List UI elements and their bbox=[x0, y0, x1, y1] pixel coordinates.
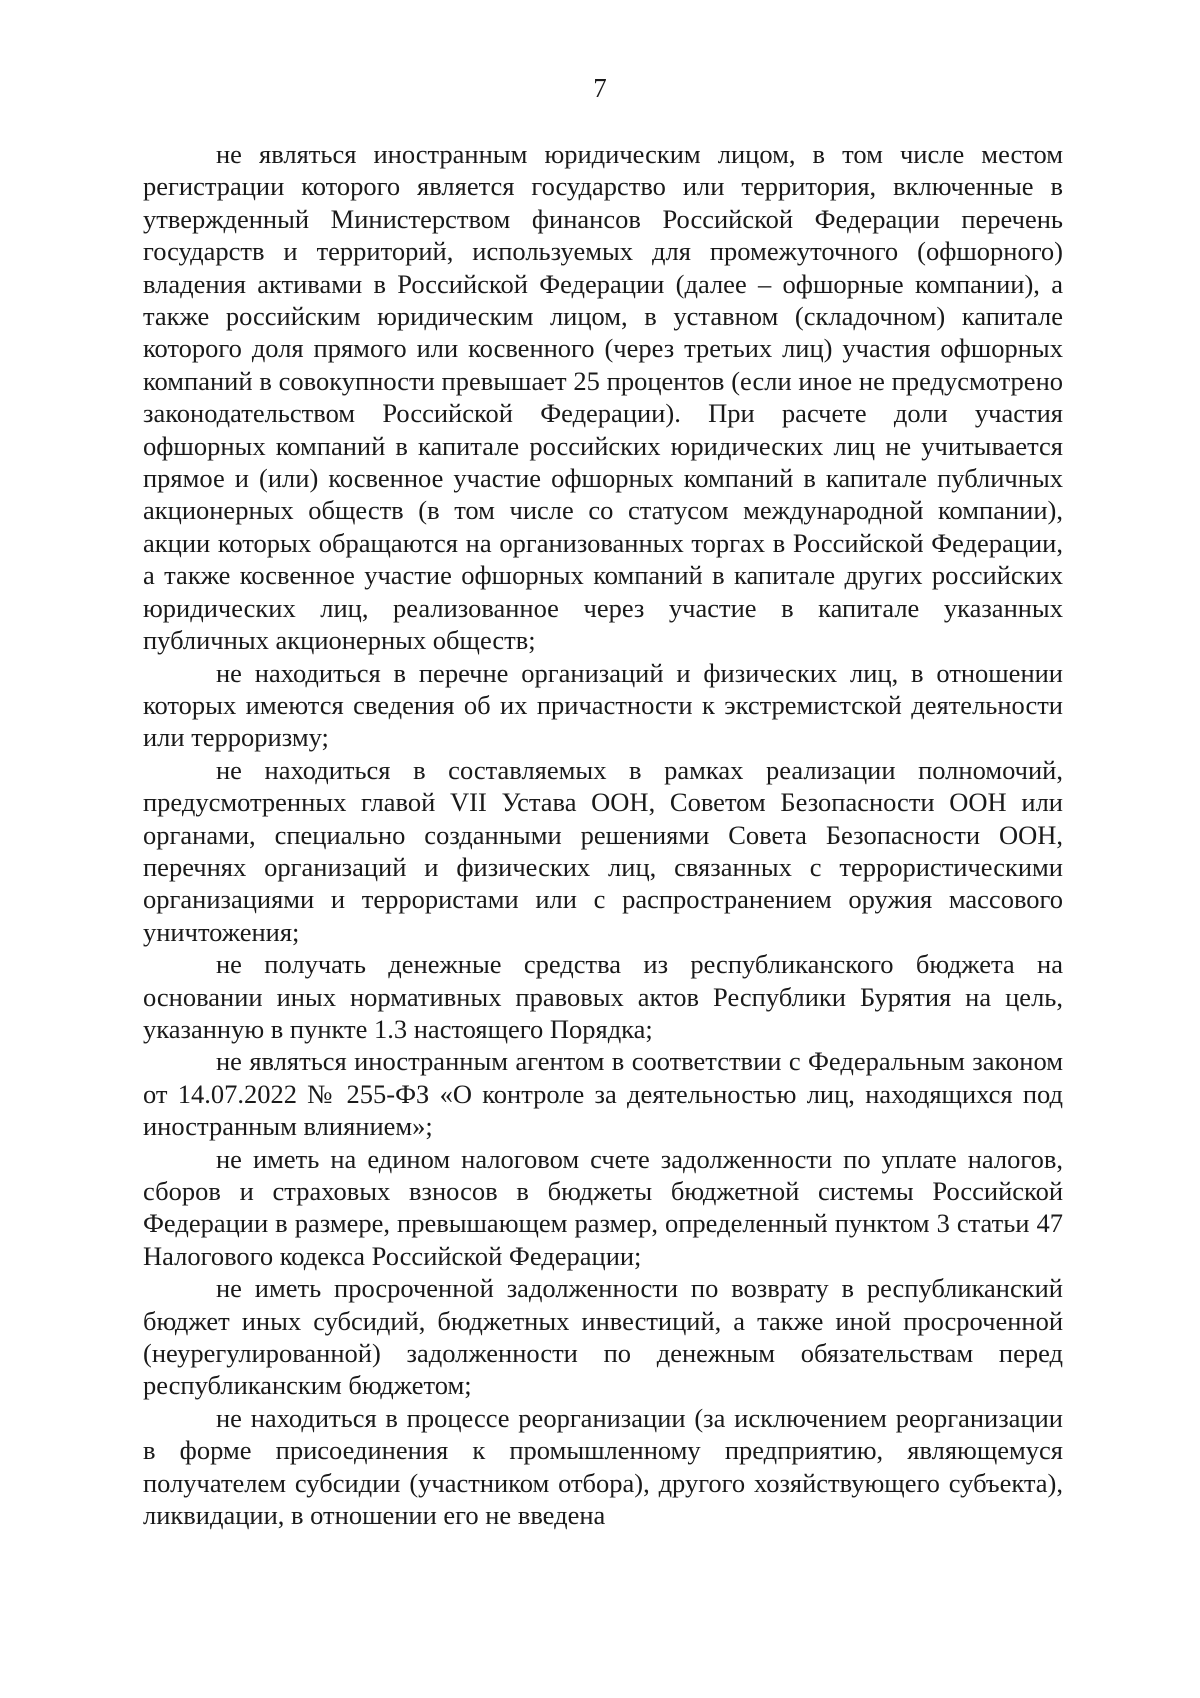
page-number: 7 bbox=[593, 73, 607, 103]
paragraph-extremism-list: не находиться в перечне организаций и физических лиц, в отношении которых имеются сведения об их причастности к экстремистской деятельности или терроризму; bbox=[143, 657, 1063, 753]
paragraph-overdue-debt: не иметь просроченной задолженности по возврату в республиканский бюджет иных субсидий, бюджетных инвестиций, а также иной просроченной (неурегулированной) задолженности по денежным обязательствам перед республиканским бюджетом; bbox=[143, 1273, 1063, 1401]
paragraph-un-security-council-lists: не находиться в составляемых в рамках реализации полномочий, предусмотренных главой VII Устава ООН, Советом Безопасности ООН или органами, специально созданными решениями Совета Безопасности ООН, перечнях организаций и физических лиц, связанных с террористическими организациями и террористами или с распространением оружия массового уничтожения; bbox=[143, 754, 1063, 947]
paragraph-foreign-agent: не являться иностранным агентом в соответствии с Федеральным законом от 14.07.2022 № 255-ФЗ «О контроле за деятельностью лиц, находящихся под иностранным влиянием»; bbox=[143, 1046, 1063, 1142]
paragraph-republican-budget-funds: не получать денежные средства из республиканского бюджета на основании иных нормативных правовых актов Республики Бурятия на цель, указанную в пункте 1.3 настоящего Порядка; bbox=[143, 949, 1063, 1044]
paragraph-reorganization: не находиться в процессе реорганизации (за исключением реорганизации в форме присоединения к промышленному предприятию, являющемуся получателем субсидии (участником отбора), другого хозяйствующего субъекта), ликвидации, в отношении его не введена bbox=[143, 1402, 1063, 1531]
paragraph-tax-debt: не иметь на едином налоговом счете задолженности по уплате налогов, сборов и страховых взносов в бюджеты бюджетной системы Российской Федерации в размере, превышающем размер, определенный пунктом 3 статьи 47 Налогового кодекса Российской Федерации; bbox=[143, 1143, 1063, 1271]
paragraph-offshore-requirement: не являться иностранным юридическим лицом, в том числе местом регистрации которого является государство или территория, включенные в утвержденный Министерством финансов Российской Федерации перечень государств и территорий, используемых для промежуточного (офшорного) владения активами в Российской Федерации (далее – офшорные компании), а также российским юридическим лицом, в уставном (складочном) капитале которого доля прямого или косвенного (через третьих лиц) участия офшорных компаний в совокупности превышает 25 процентов (если иное не предусмотрено законодательством Российской Федерации). При расчете доли участия офшорных компаний в капитале российских юридических лиц не учитывается прямое и (или) косвенное участие офшорных компаний в капитале публичных акционерных обществ (в том числе со статусом международной компании), акции которых обращаются на организованных торгах в Российской Федерации, а также косвенное участие офшорных компаний в капитале других российских юридических лиц, реализованное через участие в капитале указанных публичных акционерных обществ; bbox=[143, 139, 1063, 656]
document-body bbox=[143, 138, 1063, 1531]
